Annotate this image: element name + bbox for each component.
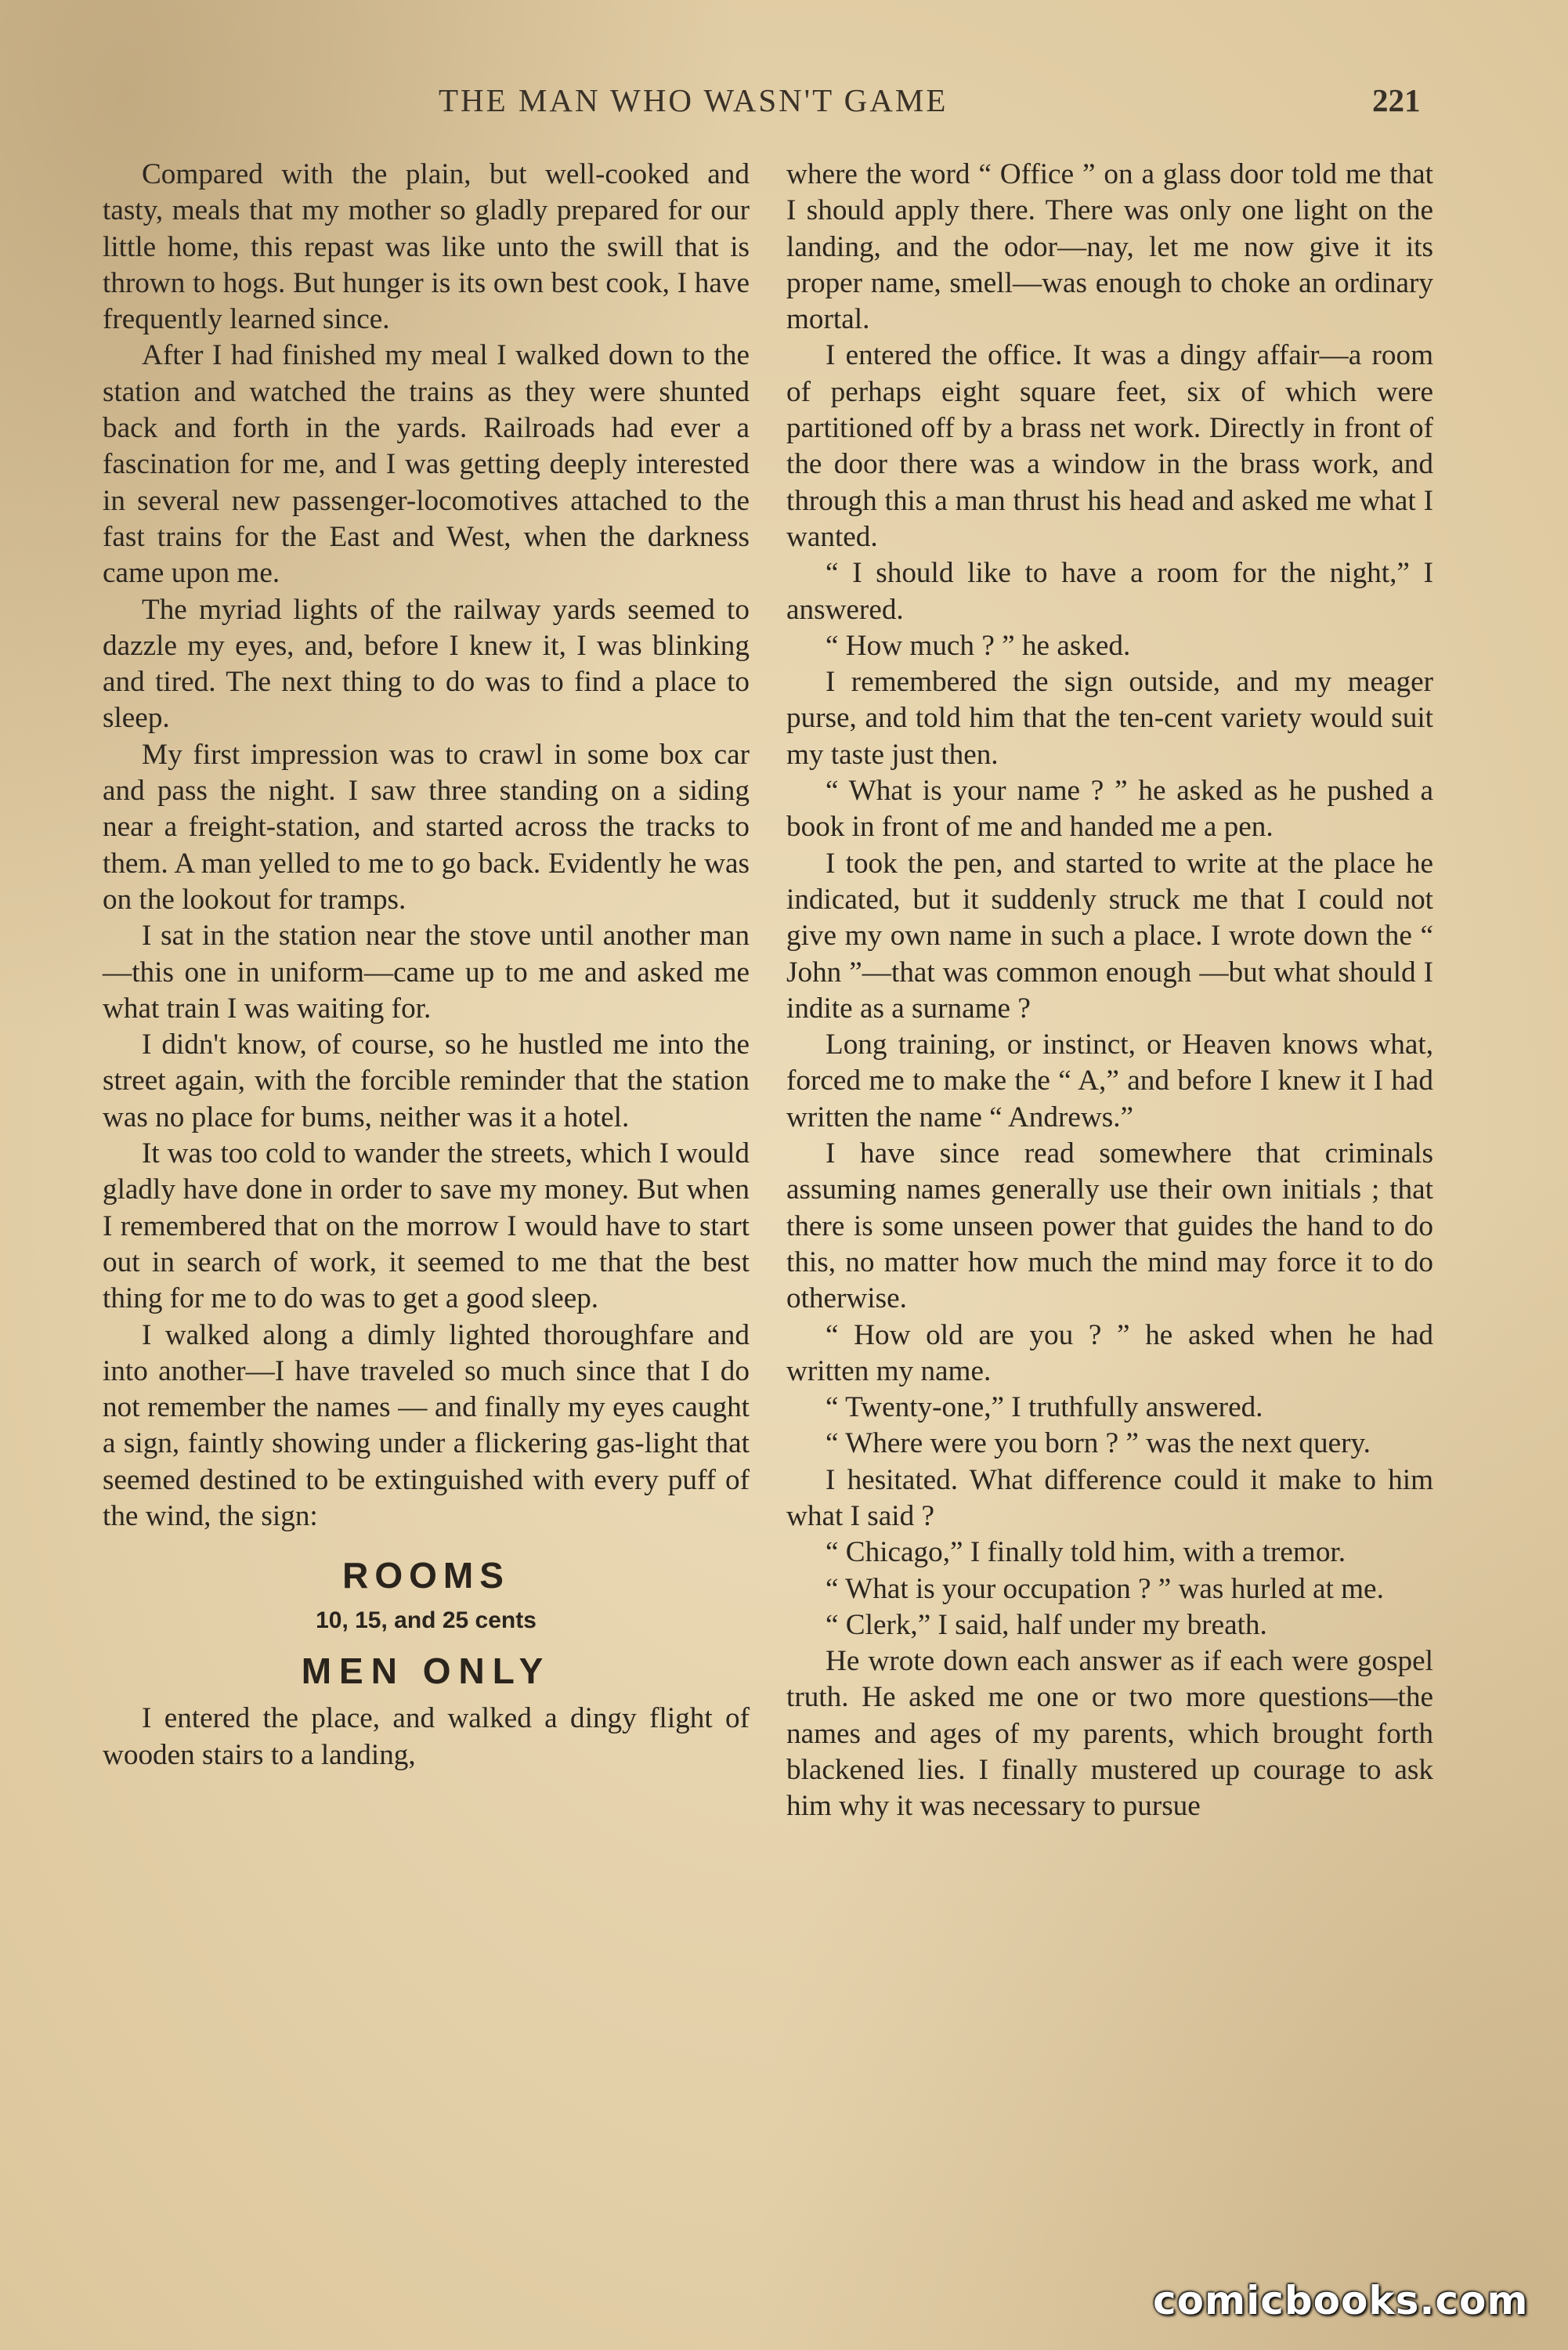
left-column [103, 157, 750, 1773]
sign-prices: 10, 15, and 25 cents [316, 1607, 537, 1634]
paragraph: “ Clerk,” I said, half under my breath. [826, 1608, 1267, 1641]
paragraph: I took the pen, and started to write at the place he indicated, but it suddenly struck me that I could not give my own name in such a place. I wrote down the “ John ”—that was common enough —but what should I indite as a surname ? [786, 847, 1433, 1025]
running-title: THE MAN WHO WASN'T GAME [439, 82, 948, 118]
paragraph: “ What is your name ? ” he asked as he pushed a book in front of me and handed me a pen. [786, 775, 1433, 844]
sign-men-only: MEN ONLY [301, 1650, 551, 1692]
paragraph: I didn't know, of course, so he hustled me into the street again, with the forcible reminder that the station was no place for bums, neither was it a hotel. [103, 1029, 750, 1133]
paragraph: “ Twenty-one,” I truthfully answered. [826, 1391, 1263, 1424]
paragraph: I walked along a dimly lighted thoroughfare and into another—I have traveled so much since that I do not remember the names — and finally my eyes caught a sign, faintly showing under a flickering gas-light that seemed destined to be extinguished with every puff of the wind, the sign: [103, 1318, 750, 1532]
paragraph: “ Where were you born ? ” was the next query. [826, 1427, 1371, 1460]
paragraph: I entered the office. It was a dingy affair—a room of perhaps eight square feet, six of which were partitioned off by a brass net work. Directly in front of the door there was a window in the brass work, and through this a man thrust his head and asked me what I wanted. [786, 339, 1433, 553]
paragraph: “ How old are you ? ” he asked when he had written my name. [786, 1318, 1433, 1387]
paragraph: “ What is your occupation ? ” was hurled at me. [826, 1572, 1384, 1605]
paragraph: I remembered the sign outside, and my meager purse, and told him that the ten-cent variety would suit my taste just then. [786, 666, 1433, 771]
paragraph: After I had finished my meal I walked down to the station and watched the trains as they were shunted back and forth in the yards. Railroads had ever a fascination for me, and I was getting deeply interested in several new passenger-locomotives attached to the fast trains for the East and West, when the darkness came upon me. [103, 339, 750, 590]
paragraph: The myriad lights of the railway yards seemed to dazzle my eyes, and, before I knew it, I was blinking and tired. The next thing to do was to find a place to sleep. [103, 593, 750, 735]
paragraph-continued: where the word “ Office ” on a glass door told me that I should apply there. There was only one light on the landing, and the odor—nay, let me now give it its proper name, smell—was enough to choke an ordinary mortal. [786, 158, 1433, 336]
paragraph: Long training, or instinct, or Heaven knows what, forced me to make the “ A,” and before I knew it I had written the name “ Andrews.” [786, 1029, 1433, 1133]
paragraph: I have since read somewhere that criminals assuming names generally use their own initials ; that there is some unseen power that guides the hand to do this, no matter how much the mind may force it to do otherwise. [786, 1137, 1433, 1315]
paragraph: I hesitated. What difference could it make to him what I said ? [786, 1463, 1433, 1532]
paragraph: “ I should like to have a room for the night,” I answered. [786, 557, 1433, 626]
paragraph: “ How much ? ” he asked. [826, 629, 1131, 662]
page-number: 221 [1372, 82, 1421, 118]
paragraph: “ Chicago,” I finally told him, with a tremor. [826, 1536, 1346, 1569]
site-watermark: comicbooks.com [1153, 2278, 1529, 2323]
sign-rooms: ROOMS [342, 1555, 510, 1596]
paragraph: My first impression was to crawl in some box car and pass the night. I saw three standing on a siding near a freight-station, and started across the tracks to them. A man yelled to me to go back. Evidently he was on the lookout for tramps. [103, 738, 750, 916]
paragraph: Compared with the plain, but well-cooked and tasty, meals that my mother so gladly prepared for our little home, this repast was like unto the swill that is thrown to hogs. But hunger is its own best cook, I have frequently learned since. [103, 158, 750, 336]
right-column [786, 157, 1433, 1825]
paragraph: It was too cold to wander the streets, which I would gladly have done in order to save my money. But when I remembered that on the morrow I would have to start out in search of work, it seemed to me that the best thing for me to do was to get a good sleep. [103, 1137, 750, 1315]
paragraph: I entered the place, and walked a dingy flight of wooden stairs to a landing, [103, 1702, 750, 1771]
paragraph: I sat in the station near the stove until another man—this one in uniform—came up to me and asked me what train I was waiting for. [103, 920, 750, 1025]
paragraph: He wrote down each answer as if each were gospel truth. He asked me one or two more questions—the names and ages of my parents, which brought forth blackened lies. I finally mustered up courage to ask him why it was necessary to pursue [786, 1645, 1433, 1823]
